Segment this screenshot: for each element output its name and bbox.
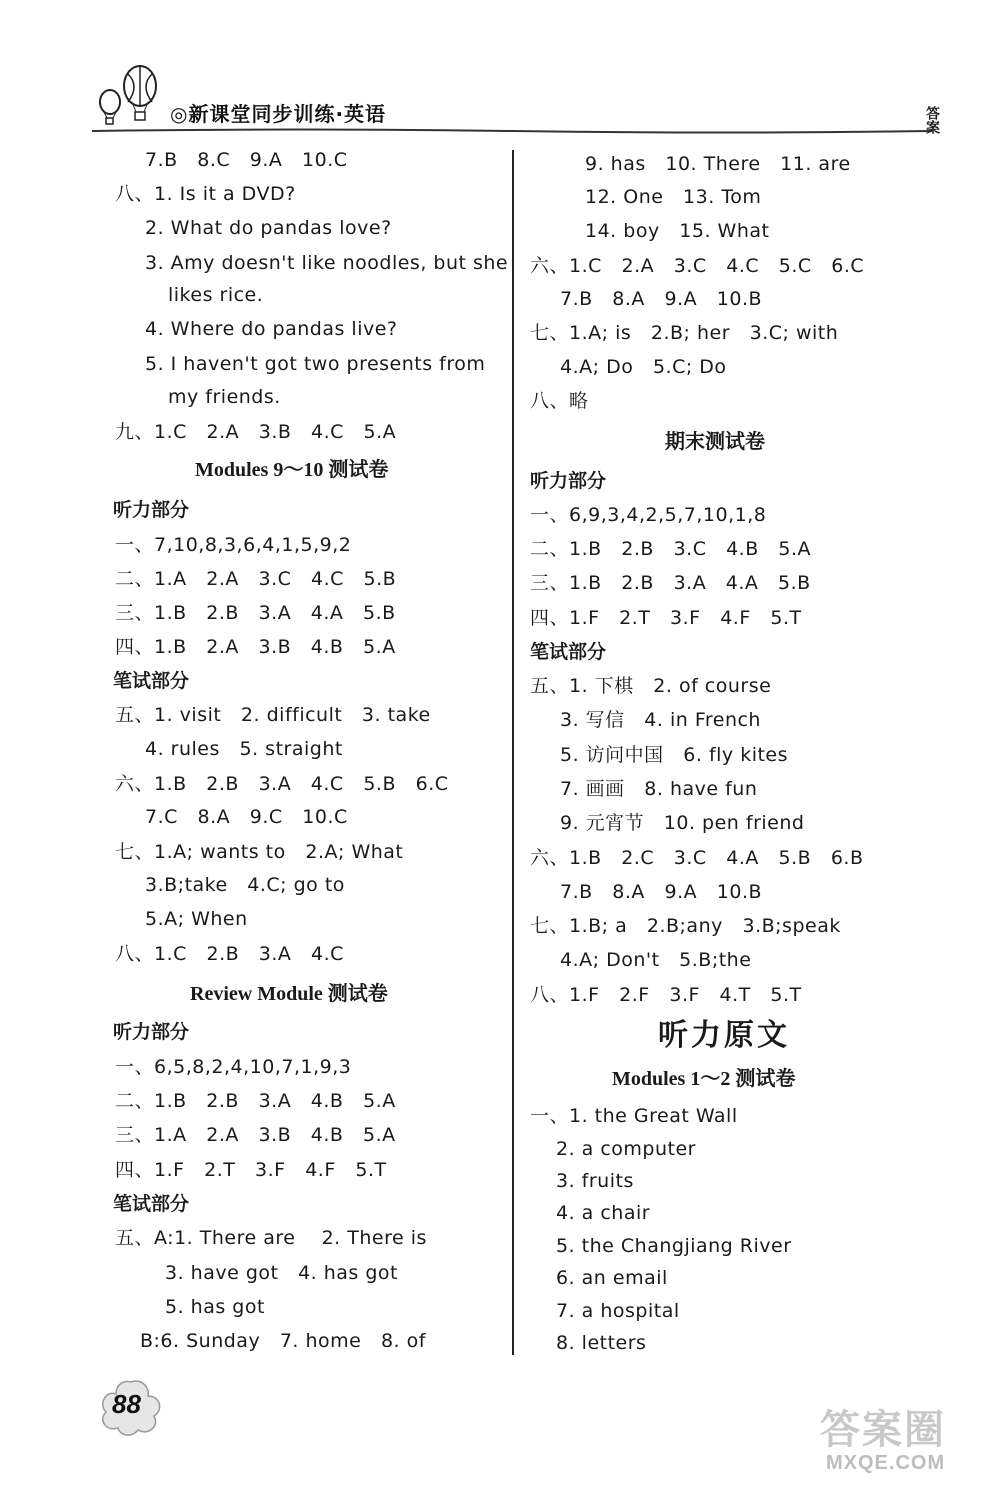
answer-line: 5. 访问中国 6. fly kites — [560, 744, 789, 766]
watermark-logo: 答案圈 — [820, 1407, 946, 1453]
subsection-label: 笔试部分 — [113, 1193, 190, 1215]
answer-line: 4. Where do pandas live? — [145, 318, 398, 340]
answer-line: 二、1.B 2.B 3.C 4.B 5.A — [530, 538, 811, 560]
subsection-label: 听力部分 — [530, 470, 607, 492]
book-title: ◎新课堂同步训练·英语 — [170, 102, 387, 126]
subsection-label: 听力部分 — [113, 499, 190, 521]
page-number: 88 — [112, 1389, 141, 1419]
answer-line: 二、1.B 2.B 3.A 4.B 5.A — [115, 1090, 396, 1112]
answer-line: 14. boy 15. What — [585, 220, 770, 242]
answer-line: 六、1.B 2.B 3.A 4.C 5.B 6.C — [115, 773, 449, 795]
answer-line: 四、1.F 2.T 3.F 4.F 5.T — [530, 607, 802, 629]
answer-line: 4. rules 5. straight — [145, 738, 343, 760]
answer-line: 2. a computer — [556, 1138, 696, 1160]
answer-line: 5.A; When — [145, 908, 248, 930]
answer-line: 7. 画画 8. have fun — [560, 778, 758, 800]
answer-line: 9. 元宵节 10. pen friend — [560, 812, 805, 834]
answer-line: 八、1. Is it a DVD? — [115, 183, 296, 205]
answer-line: 一、6,9,3,4,2,5,7,10,1,8 — [530, 504, 767, 526]
header-rule — [92, 128, 932, 134]
chapter-title: 听力原文 — [658, 1018, 790, 1053]
section-heading: Modules 9～10 测试卷 — [195, 459, 389, 481]
answer-line: 7.B 8.C 9.A 10.C — [145, 149, 348, 171]
answer-line: 6. an email — [556, 1267, 668, 1289]
answer-line: 3. have got 4. has got — [165, 1262, 399, 1284]
subsection-label: 听力部分 — [113, 1021, 190, 1043]
answer-line: 7.B 8.A 9.A 10.B — [560, 881, 763, 903]
answer-line: likes rice. — [168, 284, 264, 306]
answer-line: 六、1.B 2.C 3.C 4.A 5.B 6.B — [530, 847, 864, 869]
answer-line: 一、6,5,8,2,4,10,7,1,9,3 — [115, 1056, 352, 1078]
answer-line: 六、1.C 2.A 3.C 4.C 5.C 6.C — [530, 255, 865, 277]
section-heading: 期末测试卷 — [665, 431, 765, 453]
answer-line: 3. Amy doesn't like noodles, but she — [145, 252, 509, 274]
answer-line: 九、1.C 2.A 3.B 4.C 5.A — [115, 421, 397, 443]
answer-line: 3. 写信 4. in French — [560, 709, 761, 731]
answer-line: 一、7,10,8,3,6,4,1,5,9,2 — [115, 534, 352, 556]
hot-air-balloon-icon — [88, 62, 168, 137]
answer-line: 七、1.A; wants to 2.A; What — [115, 841, 404, 863]
answer-line: 四、1.F 2.T 3.F 4.F 5.T — [115, 1159, 387, 1181]
answer-line: 五、1. 下棋 2. of course — [530, 675, 772, 697]
answer-line: 7.B 8.A 9.A 10.B — [560, 288, 763, 310]
answer-line: 5. the Changjiang River — [556, 1235, 792, 1257]
answer-line: 七、1.B; a 2.B;any 3.B;speak — [530, 915, 841, 937]
answer-line: 5. has got — [165, 1296, 265, 1318]
answer-line: 八、略 — [530, 390, 589, 412]
subsection-label: 笔试部分 — [530, 641, 607, 663]
answer-line: 7.C 8.A 9.C 10.C — [145, 806, 348, 828]
answer-line: my friends. — [168, 386, 281, 408]
answer-line: 二、1.A 2.A 3.C 4.C 5.B — [115, 568, 397, 590]
answer-line: 七、1.A; is 2.B; her 3.C; with — [530, 322, 839, 344]
answer-line: 4.A; Don't 5.B;the — [560, 949, 752, 971]
answer-line: 12. One 13. Tom — [585, 186, 762, 208]
answer-line: 3. fruits — [556, 1170, 634, 1192]
subsection-label: 笔试部分 — [113, 670, 190, 692]
answer-line: 4.A; Do 5.C; Do — [560, 356, 727, 378]
section-tab: 答案 — [924, 106, 940, 134]
answer-line: 2. What do pandas love? — [145, 217, 392, 239]
answer-line: 三、1.B 2.B 3.A 4.A 5.B — [530, 572, 811, 594]
answer-line: 四、1.B 2.A 3.B 4.B 5.A — [115, 636, 396, 658]
answer-line: 3.B;take 4.C; go to — [145, 874, 345, 896]
answer-line: 八、1.C 2.B 3.A 4.C — [115, 943, 344, 965]
page-header — [0, 0, 1000, 150]
answer-line: 八、1.F 2.F 3.F 4.T 5.T — [530, 984, 802, 1006]
answer-line: 8. letters — [556, 1332, 647, 1354]
answer-line: 7. a hospital — [556, 1300, 680, 1322]
answer-line: 三、1.B 2.B 3.A 4.A 5.B — [115, 602, 396, 624]
column-divider — [512, 150, 514, 1355]
answer-line: 三、1.A 2.A 3.B 4.B 5.A — [115, 1124, 396, 1146]
answer-line: 9. has 10. There 11. are — [585, 153, 851, 175]
answer-line: 五、1. visit 2. difficult 3. take — [115, 704, 431, 726]
answer-line: 5. I haven't got two presents from — [145, 353, 486, 375]
section-heading: Modules 1～2 测试卷 — [612, 1068, 796, 1090]
answer-line: B:6. Sunday 7. home 8. of — [140, 1330, 426, 1352]
watermark-url: MXQE.COM — [826, 1452, 946, 1474]
answer-line: 4. a chair — [556, 1202, 651, 1224]
answer-line: 一、1. the Great Wall — [530, 1105, 738, 1127]
answer-line: 五、A:1. There are 2. There is — [115, 1227, 427, 1249]
section-heading: Review Module 测试卷 — [190, 983, 388, 1005]
